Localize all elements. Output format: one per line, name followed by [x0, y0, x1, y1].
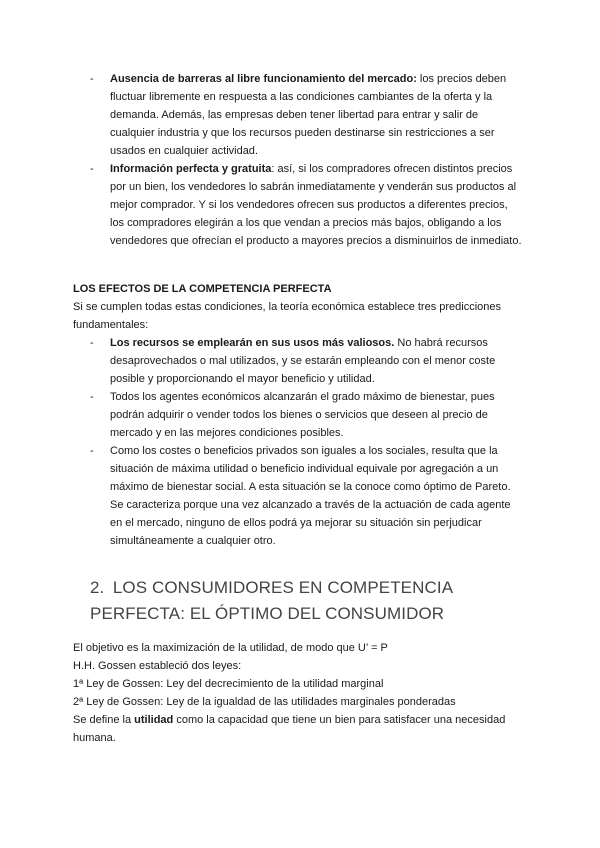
item-text: : así, si los compradores ofrecen distintos precios por un bien, los vendedores lo sabrán inmediatamente y venderán sus productos al mejor comprador. Y si los vendedores ofrecen sus productos a diferentes precios, los compradores elegirán a los que vendan a precios más bajos, obligando a los vendedores que ofrecían el producto a mayores precios a disminuirlos de inmediato.: [110, 163, 522, 247]
body-line: H.H. Gossen estableció dos leyes:: [73, 660, 242, 672]
conditions-list: [0, 70, 600, 250]
section-number: 2.: [90, 578, 105, 597]
bullet-dash: -: [90, 391, 94, 403]
section-2-heading: [90, 575, 520, 627]
definition-paragraph: [73, 711, 533, 747]
bullet-dash: -: [90, 163, 94, 175]
body-line: 1ª Ley de Gossen: Ley del decrecimiento de la utilidad marginal: [73, 678, 384, 690]
definition-pre: Se define la: [73, 714, 135, 726]
bullet-dash: -: [90, 337, 94, 349]
item-text: los precios deben fluctuar libremente en respuesta a las condiciones cambiantes de la oferta y la demanda. Además, las empresas deben tener libertad para entrar y salir de cualquier industria y que los recursos pueden destinarse sin restricciones a ser usados en cualquier actividad.: [110, 73, 507, 157]
bullet-dash: -: [90, 445, 94, 457]
list-item: [0, 334, 600, 388]
body-line: 2ª Ley de Gossen: Ley de la igualdad de las utilidades marginales ponderadas: [73, 696, 456, 708]
item-bold-lead: Los recursos se emplearán en sus usos más valiosos.: [110, 337, 395, 349]
item-text: Como los costes o beneficios privados son iguales a los sociales, resulta que la situación de máxima utilidad o beneficio individual equivale por agregación a un máximo de bienestar social. A esta situación se la conoce como óptimo de Pareto. Se caracteriza porque una vez alcanzado a través de la actuación de cada agente en el mercado, ninguno de ellos podrá ya mejorar su situación sin perjudicar simultáneamente a cualquier otro.: [110, 445, 511, 547]
predictions-list: [0, 334, 600, 550]
section-2-body: [73, 639, 533, 747]
list-item: [0, 388, 600, 442]
definition-post: como la capacidad que tiene un bien para satisfacer una necesidad humana.: [73, 714, 506, 744]
item-bold-lead: Información perfecta y gratuita: [110, 163, 272, 175]
item-text: No habrá recursos desaprovechados o mal utilizados, y se estarán empleando con el menor coste posible y proporcionando el mayor beneficio y utilidad.: [110, 337, 496, 385]
section-heading: LOS EFECTOS DE LA COMPETENCIA PERFECTA: [73, 283, 332, 295]
list-item: [0, 70, 600, 160]
item-bold-lead: Ausencia de barreras al libre funcionamiento del mercado:: [110, 73, 417, 85]
section-title: LOS CONSUMIDORES EN COMPETENCIA PERFECTA: EL ÓPTIMO DEL CONSUMIDOR: [90, 578, 453, 623]
definition-term: utilidad: [134, 714, 174, 726]
section-intro: Si se cumplen todas estas condiciones, la teoría económica establece tres predicciones fundamentales:: [73, 301, 502, 331]
body-line: El objetivo es la maximización de la utilidad, de modo que U’ = P: [73, 642, 388, 654]
item-text: Todos los agentes económicos alcanzarán el grado máximo de bienestar, pues podrán adquirir o vender todos los bienes o servicios que deseen al precio de mercado y en las mejores condiciones posibles.: [110, 391, 495, 439]
list-item: [0, 160, 600, 250]
effects-section: [73, 280, 533, 334]
list-item: [0, 442, 600, 550]
bullet-dash: -: [90, 73, 94, 85]
